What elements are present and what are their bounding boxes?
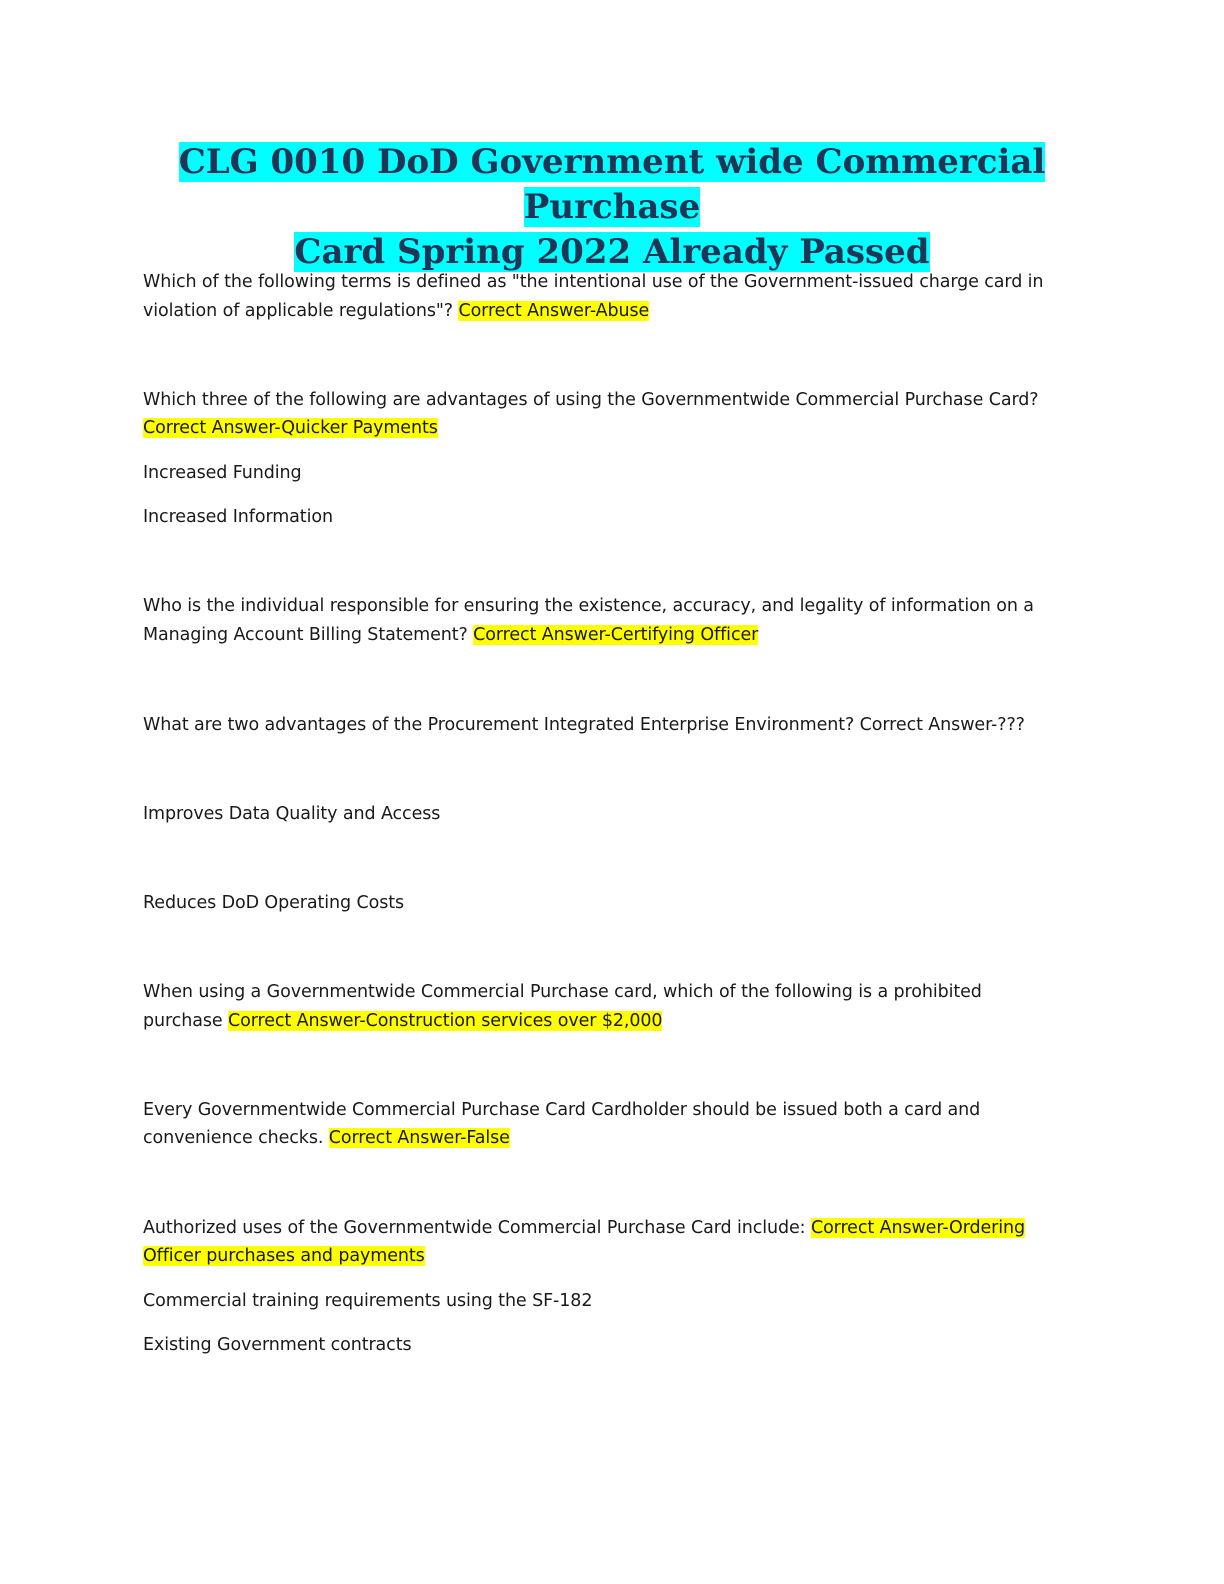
question-2-option-1: Increased Funding	[143, 463, 302, 483]
question-3-text: Managing Account Billing Statement?	[143, 625, 474, 645]
question-7-answer-part-2: Officer purchases and payments	[143, 1246, 425, 1266]
question-7-option-1: Commercial training requirements using the SF-182	[143, 1291, 593, 1311]
question-4-option-1: Improves Data Quality and Access	[143, 804, 441, 824]
question-3-line-1: Who is the individual responsible for ensuring the existence, accuracy, and legality of information on a	[143, 596, 1034, 616]
question-3-answer: Correct Answer-Certifying Officer	[473, 625, 759, 645]
question-7-line-2	[143, 1242, 1083, 1271]
question-1-text: violation of applicable regulations"?	[143, 301, 459, 321]
question-1-answer: Correct Answer-Abuse	[458, 301, 650, 321]
question-5-text: purchase	[143, 1011, 228, 1031]
question-7-option-2: Existing Government contracts	[143, 1335, 412, 1355]
question-5-answer: Correct Answer-Construction services over $2,000	[228, 1011, 663, 1031]
question-7-text: Authorized uses of the Governmentwide Commercial Purchase Card include:	[143, 1218, 811, 1238]
question-3-line-2	[143, 621, 1083, 650]
document-title	[110, 140, 1114, 275]
question-2-line-1: Which three of the following are advantages of using the Governmentwide Commercial Purchase Card?	[143, 390, 1039, 410]
question-4-line-1: What are two advantages of the Procurement Integrated Enterprise Environment? Correct Answer-???	[143, 715, 1025, 735]
question-2-option-2: Increased Information	[143, 507, 333, 527]
question-4-option-2: Reduces DoD Operating Costs	[143, 893, 405, 913]
question-1-line-2	[143, 297, 1083, 326]
question-7-answer-part-1: Correct Answer-Ordering	[810, 1218, 1026, 1238]
question-6-line-2	[143, 1124, 1083, 1153]
question-6-answer: Correct Answer-False	[328, 1128, 510, 1148]
title-line-1: CLG 0010 DoD Government wide Commercial Purchase	[178, 142, 1046, 227]
question-2-answer: Correct Answer-Quicker Payments	[143, 418, 438, 438]
question-7-line-1	[143, 1214, 1083, 1243]
question-5-line-2	[143, 1007, 1083, 1036]
question-6-text: convenience checks.	[143, 1128, 329, 1148]
question-2-line-2	[143, 414, 1083, 443]
title-line-2: Card Spring 2022 Already Passed	[294, 232, 930, 272]
question-6-line-1: Every Governmentwide Commercial Purchase Card Cardholder should be issued both a card and	[143, 1100, 981, 1120]
question-1-line-1: Which of the following terms is defined as "the intentional use of the Government-issued charge card in	[143, 272, 1044, 292]
question-5-line-1: When using a Governmentwide Commercial Purchase card, which of the following is a prohibited	[143, 982, 982, 1002]
